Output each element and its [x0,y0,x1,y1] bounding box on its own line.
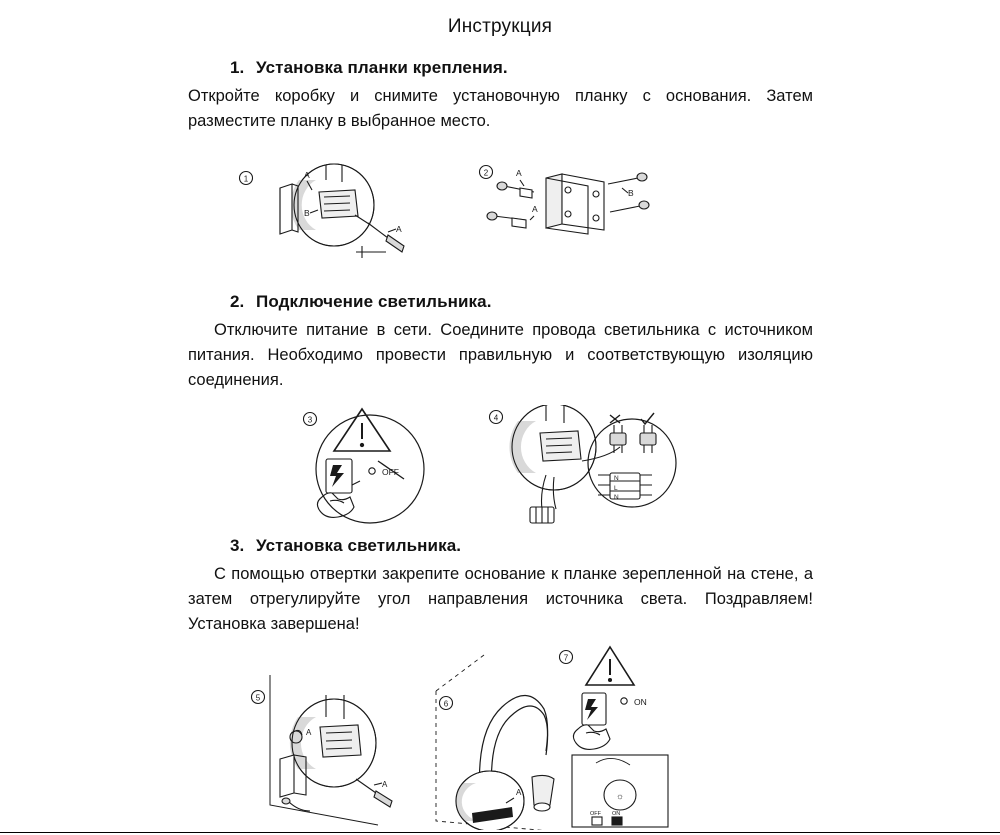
svg-text:1: 1 [243,174,249,184]
svg-text:OFF: OFF [382,467,399,477]
figure-4-wiring [486,405,686,540]
step-3-body: С помощью отвертки закрепите основание к планке зерепленной на стене, а затем отрегулируйте угол направления источника света. Поздравляем! Установка завершена! [188,565,813,633]
svg-text:☼: ☼ [615,791,625,801]
svg-text:L: L [614,485,618,492]
svg-text:B: B [628,188,634,198]
step-1-figures [0,160,1000,280]
svg-text:A: A [516,168,522,178]
svg-text:7: 7 [563,653,569,663]
svg-text:2: 2 [483,168,489,178]
svg-text:N: N [614,475,619,482]
section-step-3 [188,536,813,637]
svg-text:B: B [304,208,310,218]
svg-text:6: 6 [443,699,449,709]
svg-text:A: A [306,728,312,737]
svg-text:ON: ON [634,697,647,707]
svg-text:A: A [382,780,388,789]
figure-2-bracket-mount [476,160,666,270]
step-1-body: Откройте коробку и снимите установочную планку с основания. Затем разместите планку в выбранное место. [188,87,813,130]
svg-text:A: A [532,204,538,214]
step-2-body: Отключите питание в сети. Соедините провода светильника с источником питания. Необходимо провести правильную и соответствующую изоляцию соединения. [188,321,813,389]
step-1-heading [188,58,813,78]
figure-3-power-off [300,405,490,535]
step-2-heading-text: Подключение светильника. [256,292,492,311]
page-title: Инструкция [447,16,553,37]
figure-7-power-on [556,645,716,830]
svg-text:4: 4 [493,413,499,423]
figure-5-attach-base [248,675,428,830]
step-3-figures [0,645,1000,835]
section-step-1 [188,58,813,134]
step-2-figures [0,405,1000,540]
step-3-number: 3. [230,536,245,555]
step-3-heading-text: Установка светильника. [256,536,462,555]
step-2-number: 2. [230,292,245,311]
svg-text:ON: ON [612,811,621,817]
svg-text:A: A [396,224,402,234]
svg-text:OFF: OFF [590,811,601,817]
figure-1-bracket-removal [236,160,436,270]
svg-text:N: N [614,494,619,501]
step-1-heading-text: Установка планки крепления. [256,58,508,77]
svg-text:A: A [304,170,310,180]
step-1-number: 1. [230,58,245,77]
step-3-heading [188,536,813,556]
svg-text:5: 5 [255,693,261,703]
svg-text:A: A [516,788,522,797]
step-2-heading [188,292,813,312]
section-step-2 [188,292,813,393]
svg-text:3: 3 [307,415,313,425]
